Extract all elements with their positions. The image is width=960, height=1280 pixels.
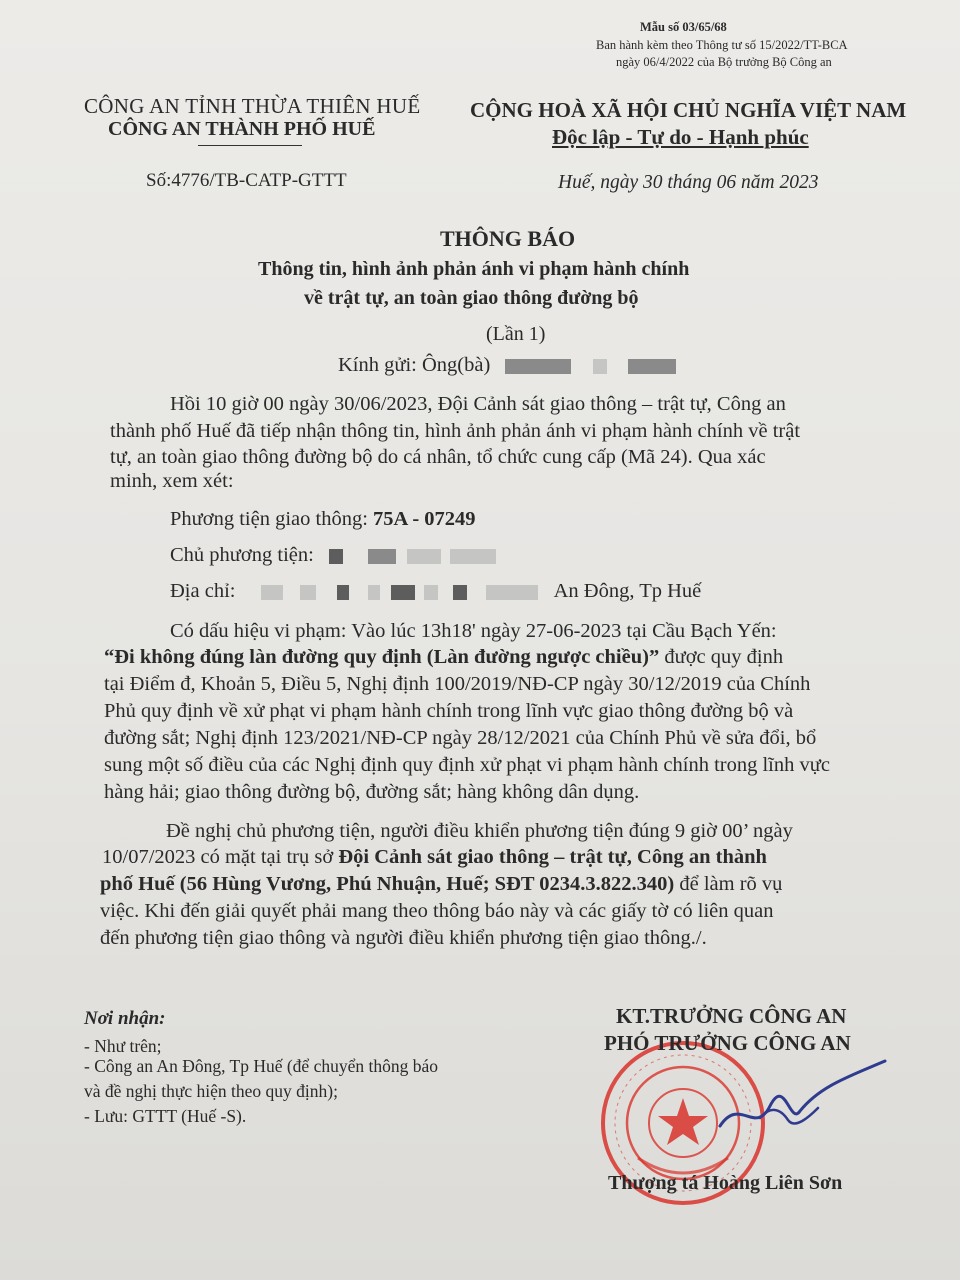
request-address: phố Huế (56 Hùng Vương, Phú Nhuận, Huế; SĐT 0234.3.822.340) — [100, 873, 675, 895]
owner-line — [170, 544, 496, 567]
request-line — [100, 873, 782, 896]
request-line: Đề nghị chủ phương tiện, người điều khiển phương tiện đúng 9 giờ 00’ ngày — [166, 820, 793, 842]
document-subtitle-2: về trật tự, an toàn giao thông đường bộ — [304, 287, 639, 309]
redacted-name-2 — [593, 359, 607, 374]
paragraph1-line: thành phố Huế đã tiếp nhận thông tin, hình ảnh phản ánh vi phạm hành chính về trật — [110, 420, 801, 442]
violation-line: Có dấu hiệu vi phạm: Vào lúc 13h18' ngày 27-06-2023 tại Cầu Bạch Yến: — [170, 620, 777, 642]
recipients-item: và đề nghị thực hiện theo quy định); — [84, 1081, 338, 1101]
agency-underline — [198, 145, 302, 146]
paragraph1-line: minh, xem xét: — [110, 470, 234, 492]
redacted-address-3 — [337, 585, 349, 600]
redacted-owner-1 — [329, 549, 343, 564]
address-tail: An Đông, Tp Huế — [553, 580, 702, 602]
document-subtitle-1: Thông tin, hình ảnh phản ánh vi phạm hành chính — [258, 258, 690, 280]
violation-line — [104, 646, 783, 669]
redacted-owner-4 — [450, 549, 496, 564]
vehicle-line — [170, 508, 476, 531]
nation-name: CỘNG HOÀ XÃ HỘI CHỦ NGHĨA VIỆT NAM — [470, 98, 907, 122]
recipients-item: - Lưu: GTTT (Huế -S). — [84, 1106, 247, 1126]
form-number: Mẫu số 03/65/68 — [640, 20, 727, 34]
signature-title-2: PHÓ TRƯỞNG CÔNG AN — [604, 1031, 851, 1055]
request-text: để làm rõ vụ — [674, 873, 783, 895]
address-line — [170, 580, 701, 603]
violation-line: tại Điểm đ, Khoản 5, Điều 5, Nghị định 100/2019/NĐ-CP ngày 30/12/2019 của Chính — [104, 673, 811, 695]
form-issued-date: ngày 06/4/2022 của Bộ trưởng Bộ Công an — [616, 55, 832, 69]
form-issued-with: Ban hành kèm theo Thông tư số 15/2022/TT-BCA — [596, 38, 848, 52]
document-number: Số:4776/TB-CATP-GTTT — [146, 170, 347, 191]
recipients-title: Nơi nhận: — [84, 1008, 166, 1029]
request-line: việc. Khi đến giải quyết phải mang theo thông báo này và các giấy tờ có liên quan — [100, 900, 774, 922]
violation-line: hàng hải; giao thông đường bộ, đường sắt; hàng không dân dụng. — [104, 781, 640, 803]
agency-parent: CÔNG AN TỈNH THỪA THIÊN HUẾ — [84, 94, 421, 118]
vehicle-label: Phương tiện giao thông: — [170, 508, 368, 530]
nation-motto: Độc lập - Tự do - Hạnh phúc — [552, 125, 809, 149]
redacted-name-1 — [505, 359, 571, 374]
request-office: Đội Cảnh sát giao thông – trật tự, Công an thành — [338, 846, 767, 868]
handwritten-signature-icon — [700, 1056, 900, 1146]
redacted-owner-2 — [368, 549, 396, 564]
violation-line-rest: được quy định — [659, 646, 784, 668]
redacted-address-6 — [424, 585, 438, 600]
redacted-address-5 — [391, 585, 415, 600]
redacted-address-4 — [368, 585, 380, 600]
redacted-address-2 — [300, 585, 316, 600]
recipients-item: - Công an An Đông, Tp Huế (để chuyển thông báo — [84, 1056, 438, 1076]
redacted-owner-3 — [407, 549, 441, 564]
violation-line: đường sắt; Nghị định 123/2021/NĐ-CP ngày 28/12/2021 của Chính Phủ về sửa đổi, bổ — [104, 727, 817, 749]
date-line: Huế, ngày 30 tháng 06 năm 2023 — [558, 172, 819, 193]
request-text: 10/07/2023 có mặt tại trụ sở — [102, 846, 339, 868]
request-line — [102, 846, 767, 869]
vehicle-plate: 75A - 07249 — [373, 508, 476, 530]
request-line: đến phương tiện giao thông và người điều khiển phương tiện giao thông./. — [100, 927, 707, 949]
recipient-label: Kính gửi: Ông(bà) — [338, 354, 491, 376]
address-label: Địa chỉ: — [170, 580, 236, 602]
signer-name: Thượng tá Hoàng Liên Sơn — [608, 1172, 843, 1194]
redacted-name-3 — [628, 359, 676, 374]
agency-name: CÔNG AN THÀNH PHỐ HUẾ — [108, 118, 376, 140]
recipients-item: - Như trên; — [84, 1036, 162, 1056]
violation-behavior: “Đi không đúng làn đường quy định (Làn đường ngược chiều)” — [104, 646, 660, 668]
signature-title-1: KT.TRƯỞNG CÔNG AN — [616, 1004, 847, 1028]
notice-times: (Lần 1) — [486, 323, 546, 345]
violation-line: Phủ quy định về xử phạt vi phạm hành chính trong lĩnh vực giao thông đường bộ và — [104, 700, 794, 722]
recipient-line — [338, 354, 676, 377]
redacted-address-7 — [453, 585, 467, 600]
redacted-address-1 — [261, 585, 283, 600]
violation-line: sung một số điều của các Nghị định quy định xử phạt vi phạm hành chính trong lĩnh vực — [104, 754, 830, 776]
redacted-address-8 — [486, 585, 538, 600]
paragraph1-line: tự, an toàn giao thông đường bộ do cá nhân, tổ chức cung cấp (Mã 24). Qua xác — [110, 446, 766, 468]
paragraph1-line: Hồi 10 giờ 00 ngày 30/06/2023, Đội Cảnh sát giao thông – trật tự, Công an — [170, 393, 786, 415]
document-title: THÔNG BÁO — [440, 226, 576, 251]
owner-label: Chủ phương tiện: — [170, 544, 314, 566]
